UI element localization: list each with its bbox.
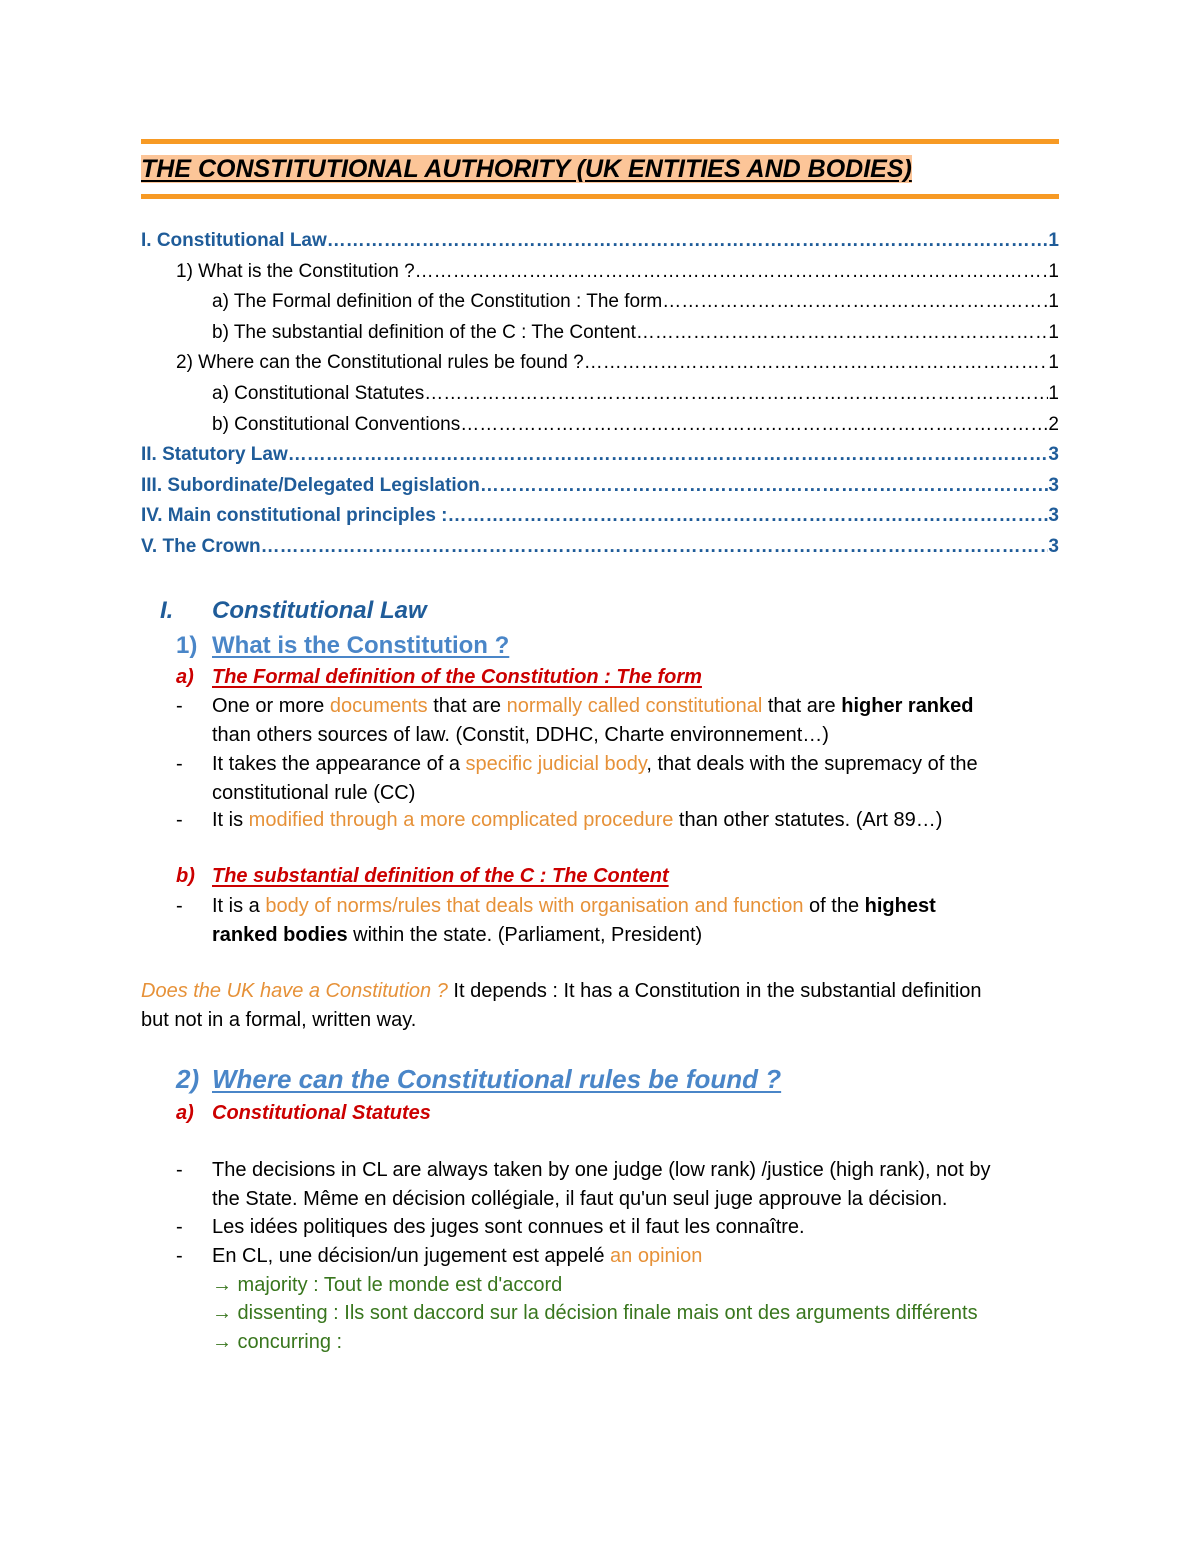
toc-entry[interactable]: IV. Main constitutional principles : …………………………………………………………………………………………………………………………………………………………………………………………………………………… 3 [141, 505, 1059, 536]
document-page: THE CONSTITUTIONAL AUTHORITY (UK ENTITIES AND BODIES) I. Constitutional Law …………………………………………………………………………………………………………………………………………………………………………………………………………………… 1 1) What is the Constitution ? …………………………………………………………………………………………………………………………………………………………………………………………………………………… 1 a) The Formal definition of the Constitution : The form …………………………………………………………………………………………………………………………………………………………………………………………………………………… 1 b) The substantial definition of the C : The Content …………………………………………………………………………………………………………………………………………………………………………………………………………………… 1 2) Where can the Constitutional rules be found ? …………………………………………………………………………………………………………………………………………………………………………………………………………………… 1 a) Constitutional Statutes …………………………………………………………………………………………………………………………………………………………………………………………………………………… 1 b) Constitutional Conventions …………………………………………………………………………………………………………………………………………………………………………………………………………………… 2 II. Statutory Law …………………………………………………………………………………………………………………………………………………………………………………………………………………… 3 III. Subordinate/Delegated Legislation …………………………………………………………………………………………………………………………………………………………………………………………………………………… 3 IV. Main constitutional principles : …………………………………………………………………………………………………………………………………………………………………………………………………………………… 3 V. The Crown …………………………………………………………………………………………………………………………………………………………………………………………………………………… 3 I. Constitutional Law 1) What is the Constitution ? a) The Formal definition of the Constitution : The form - One or more documents that are normally called constitutional that are higher ranked than others sources of law. (Constit, DDHC, Charte environnement…) - It takes the appearance of a specific judicial body, that deals with the supremacy of the constitutional rule (CC) - It is modified through a more complicated procedure than other statutes. (Art 89…) b) The substantial definition of the C : The Content - It is a body of norms/rules that deals with organisation and function of the highest ranked bodies within the state. (Parliament, President) Does the UK have a Constitution ? It depends : It has a Constitution in the substantial definition but not in a formal, written way. 2) Where can the Constitutional rules be found ? a) Constitutional Statutes - The decisions in CL are always taken by one judge (low rank) /justice (high rank), not by the State. Même en décision collégiale, il faut qu'un seul juge approuve la décision. - Les idées politiques des juges sont connues et il faut les connaître. - En CL, une décision/un jugement est appelé an opinion → majority : Tout le monde est d'accord → dissenting : Ils sont daccord sur la décision finale mais ont des arguments différents → concurring : [0, 0, 1200, 1553]
section-heading: I. Constitutional Law [160, 597, 427, 624]
document-title: THE CONSTITUTIONAL AUTHORITY (UK ENTITIES AND BODIES) [141, 155, 912, 183]
title-block [141, 139, 1059, 199]
toc-entry[interactable]: V. The Crown …………………………………………………………………………………………………………………………………………………………………………………………………………………… 3 [141, 536, 1059, 567]
toc-entry[interactable]: I. Constitutional Law …………………………………………………………………………………………………………………………………………………………………………………………………………………… 1 [141, 230, 1059, 261]
sub-subsection-heading: b) The substantial definition of the C : The Content [176, 865, 669, 887]
subsection-heading: 2) Where can the Constitutional rules be found ? [176, 1064, 782, 1094]
toc-entry[interactable]: a) The Formal definition of the Constitution : The form …………………………………………………………………………………………………………………………………………………………………………………………………………………… 1 [141, 291, 1059, 322]
toc-entry[interactable]: a) Constitutional Statutes …………………………………………………………………………………………………………………………………………………………………………………………………………………… 1 [141, 383, 1059, 414]
sub-subsection-heading: a) The Formal definition of the Constitution : The form [176, 666, 702, 688]
toc-entry[interactable]: 2) Where can the Constitutional rules be found ? …………………………………………………………………………………………………………………………………………………………………………………………………………………… 1 [141, 352, 1059, 383]
paragraph: Does the UK have a Constitution ? It depends : It has a Constitution in the substantial definition but not in a formal, written way. [141, 980, 982, 1031]
toc-entry[interactable]: III. Subordinate/Delegated Legislation …………………………………………………………………………………………………………………………………………………………………………………………………………………… 3 [141, 475, 1059, 506]
table-of-contents [141, 230, 1059, 567]
toc-entry[interactable]: II. Statutory Law …………………………………………………………………………………………………………………………………………………………………………………………………………………… 3 [141, 444, 1059, 475]
toc-entry[interactable]: 1) What is the Constitution ? …………………………………………………………………………………………………………………………………………………………………………………………………………………… 1 [141, 261, 1059, 292]
toc-entry[interactable]: b) The substantial definition of the C : The Content …………………………………………………………………………………………………………………………………………………………………………………………………………………… 1 [141, 322, 1059, 353]
toc-entry[interactable]: b) Constitutional Conventions …………………………………………………………………………………………………………………………………………………………………………………………………………………… 2 [141, 414, 1059, 445]
subsection-heading: 1) What is the Constitution ? [176, 632, 510, 659]
sub-subsection-heading: a) Constitutional Statutes [176, 1102, 431, 1124]
title-bottom-rule [141, 194, 1059, 199]
